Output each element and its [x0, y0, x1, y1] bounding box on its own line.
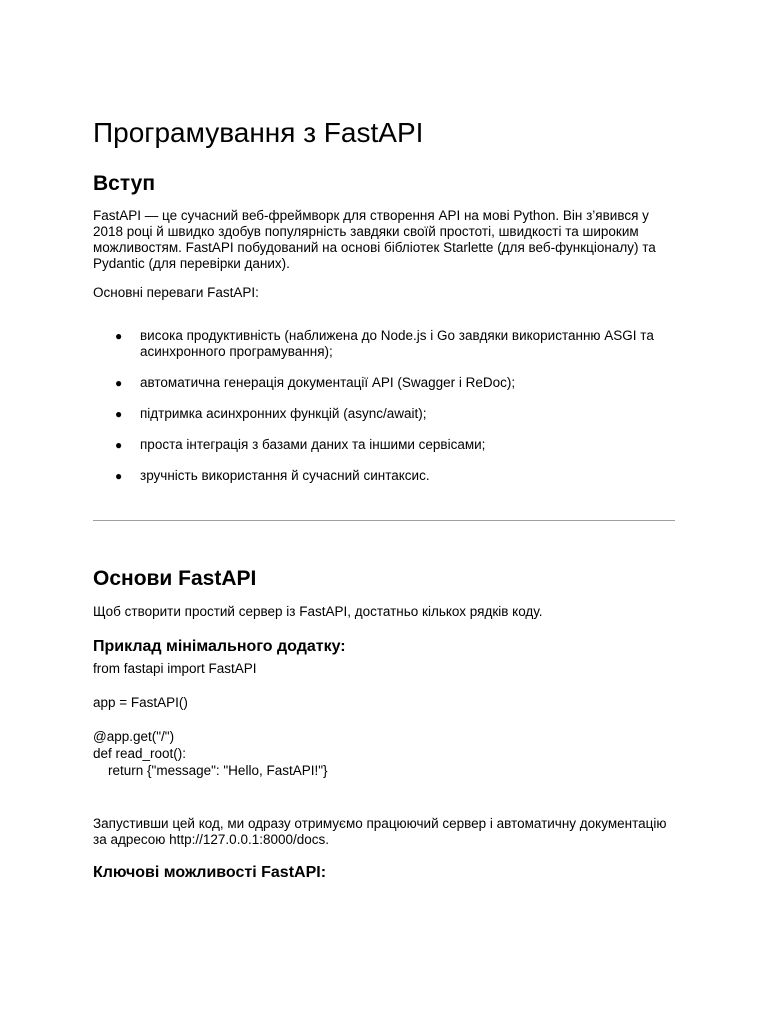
features-heading: Ключові можливості FastAPI:: [93, 864, 327, 881]
intro-paragraph: FastAPI — це сучасний веб-фреймворк для створення API на мові Python. Він з’явився у 2018 році й швидко здобув популярність завдяки своїй простоті, швидкості та широким можливостям. FastAPI побудований на основі бібліотек Starlette (для веб-функціоналу) та Pydantic (для перевірки даних).: [93, 208, 656, 271]
code-example: from fastapi import FastAPI app = FastAPI() @app.get("/") def read_root(): return {"message": "Hello, FastAPI!"}: [93, 661, 328, 778]
example-heading: Приклад мінімального додатку:: [93, 638, 346, 655]
list-item: ● підтримка асинхронних функцій (async/await);: [115, 406, 427, 421]
section-heading-intro: Вступ: [93, 172, 156, 195]
list-item: ● зручність використання й сучасний синтаксис.: [115, 468, 430, 483]
bullet-icon: ●: [115, 438, 123, 452]
advantages-intro: Основні переваги FastAPI:: [93, 285, 259, 300]
bullet-icon: ●: [115, 407, 123, 421]
basics-paragraph: Щоб створити простий сервер із FastAPI, достатньо кількох рядків коду.: [93, 604, 543, 619]
page-title: Програмування з FastAPI: [93, 117, 424, 148]
bullet-icon: ●: [115, 376, 123, 390]
after-code-paragraph: Запустивши цей код, ми одразу отримуємо працюючий сервер і автоматичну документацію за адресою http://127.0.0.1:8000/docs.: [93, 816, 667, 847]
list-item: ● проста інтеграція з базами даних та іншими сервісами;: [115, 437, 486, 452]
advantages-list: [93, 328, 678, 499]
list-item: ● висока продуктивність (наближена до Node.js і Go завдяки використанню ASGI та асинхронного програмування);: [115, 328, 654, 359]
section-heading-basics: Основи FastAPI: [93, 567, 257, 590]
bullet-icon: ●: [115, 469, 123, 483]
bullet-icon: ●: [115, 329, 123, 343]
horizontal-divider: [93, 520, 675, 521]
list-item: ● автоматична генерація документації API (Swagger і ReDoc);: [115, 375, 516, 390]
